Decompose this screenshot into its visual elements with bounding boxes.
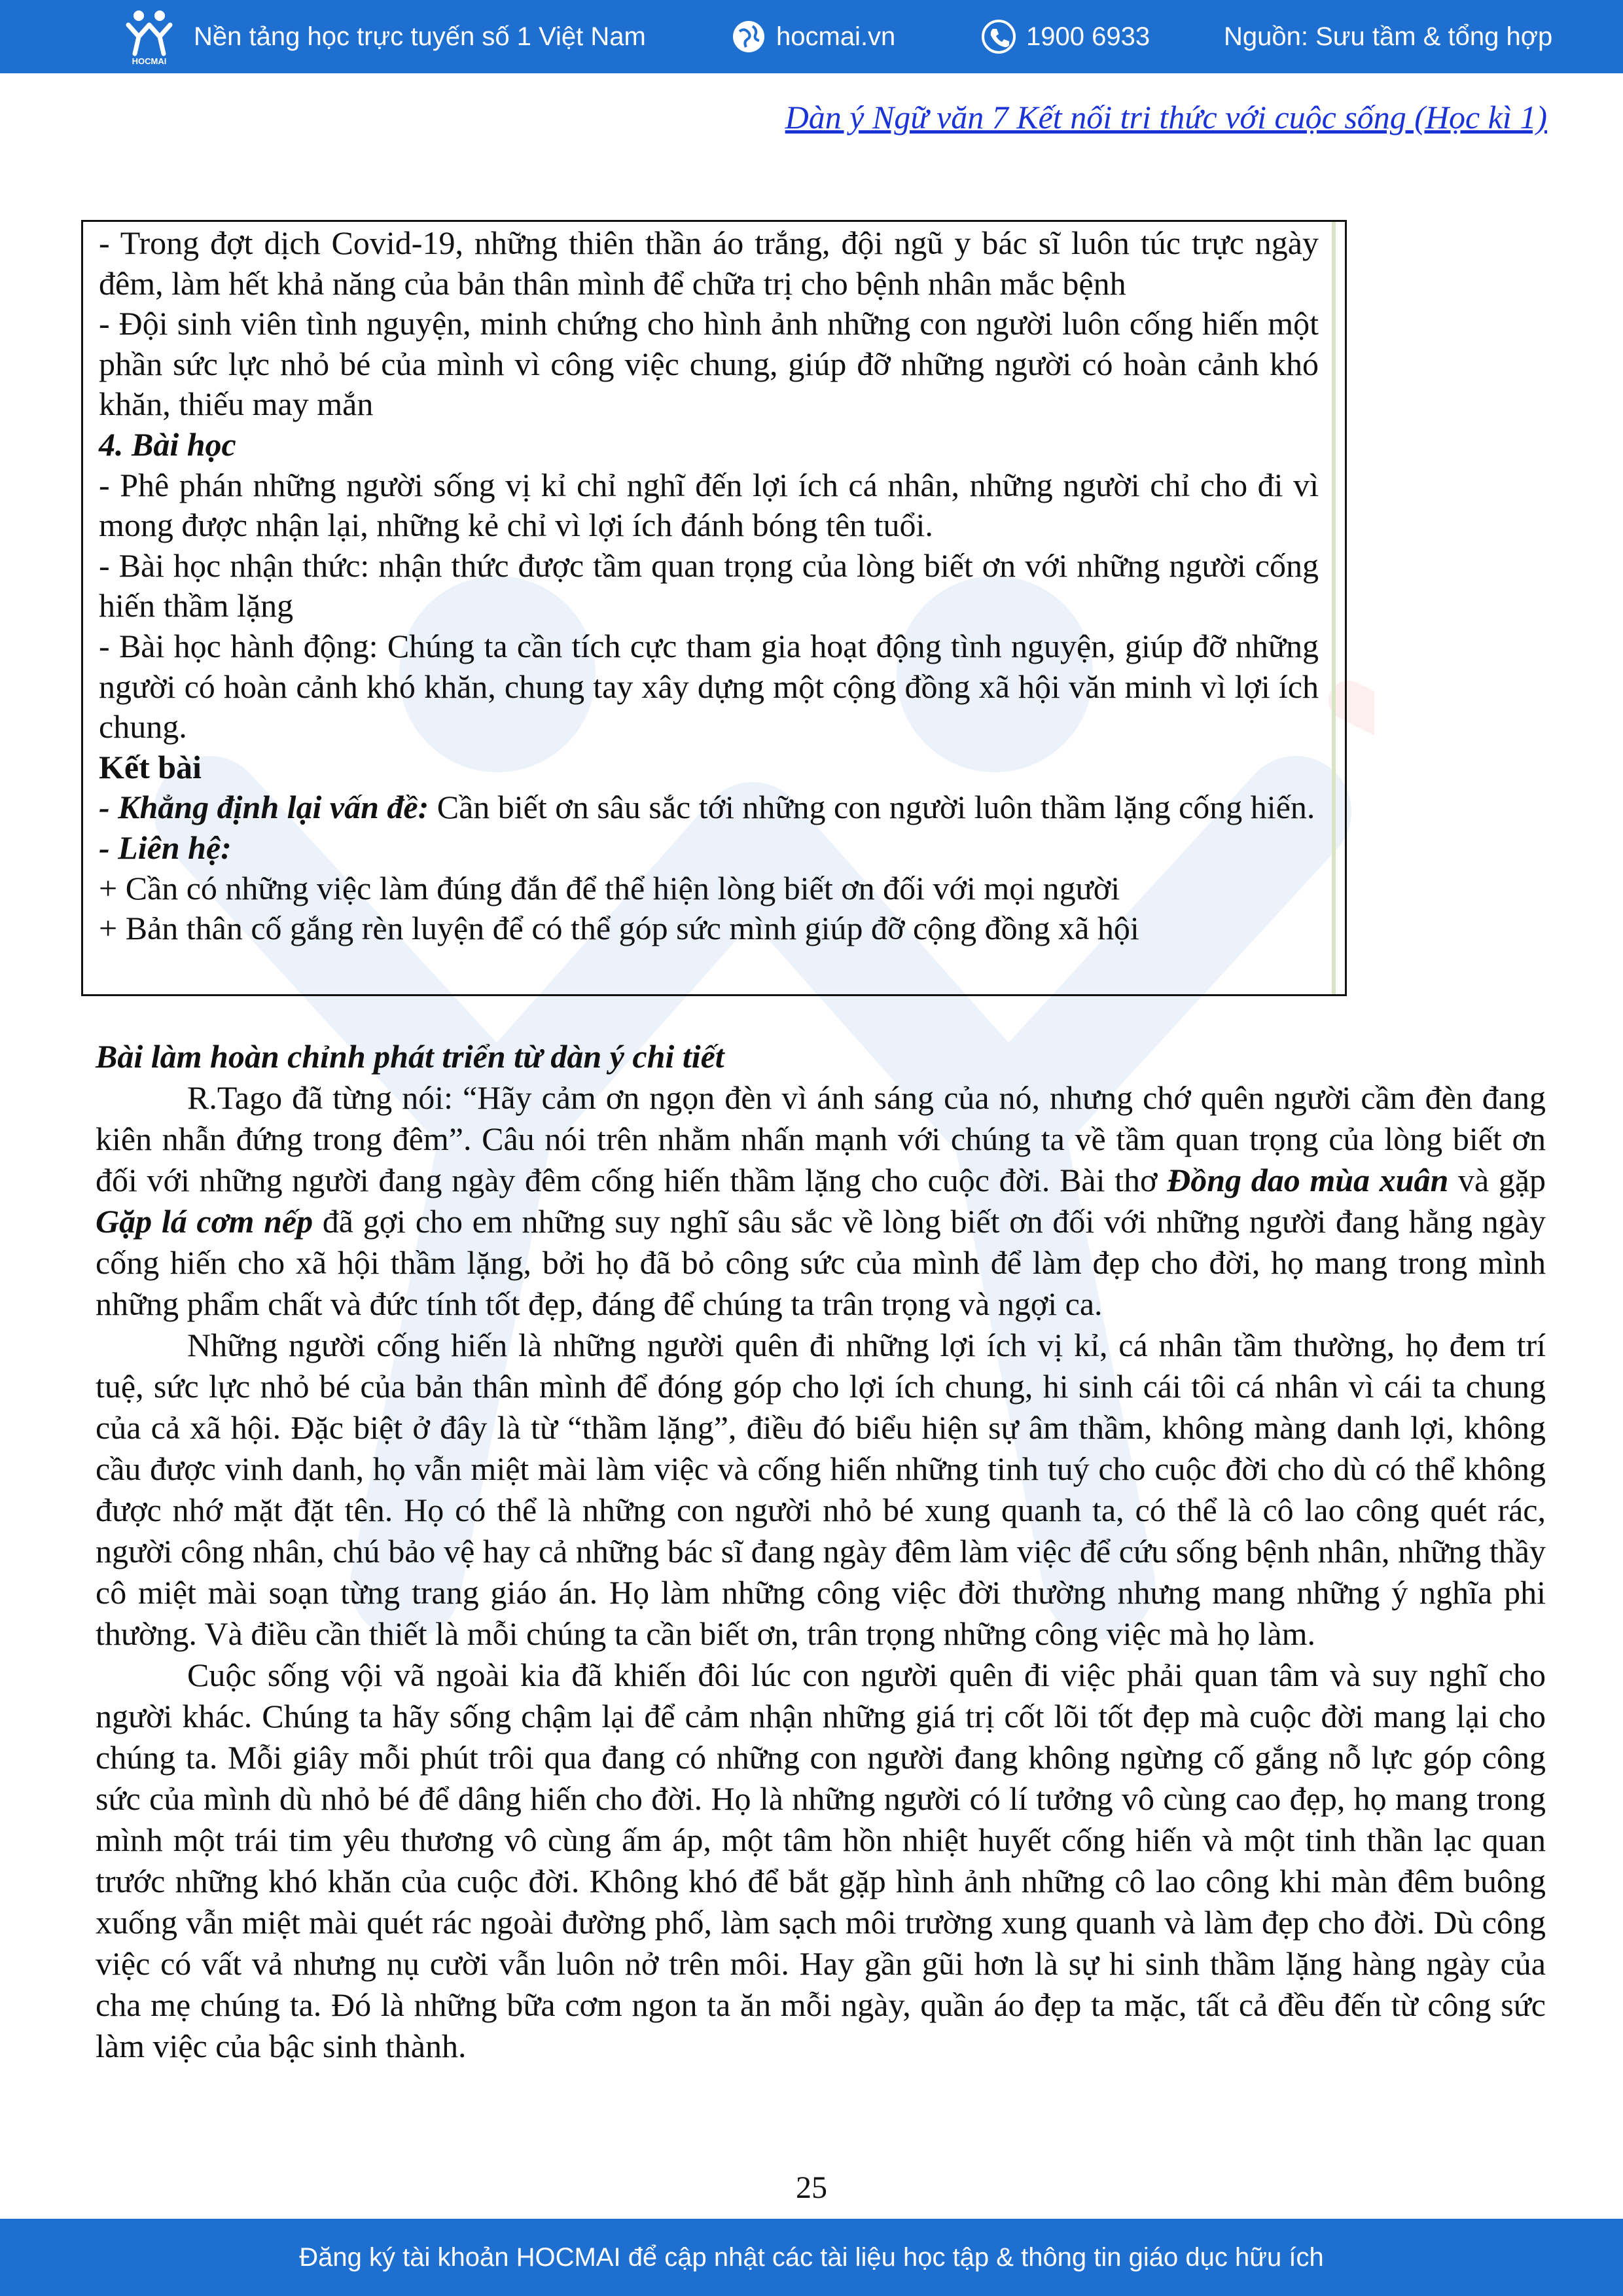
source-note: Nguồn: Sưu tầm & tổng hợp: [1224, 22, 1553, 51]
document-title-link[interactable]: Dàn ý Ngữ văn 7 Kết nối tri thức với cuộc sống (Học kì 1): [785, 99, 1547, 135]
site-text[interactable]: hocmai.vn: [776, 22, 896, 51]
lesson-line: - Bài học nhận thức: nhận thức được tầm quan trọng của lòng biết ơn với những người cống hiến thầm lặng: [99, 547, 1319, 624]
relate-item: + Cần có những việc làm đúng đắn để thể hiện lòng biết ơn đối với mọi người: [99, 869, 1120, 906]
phone-text[interactable]: 1900 6933: [1026, 22, 1150, 51]
paragraph-text: và gặp: [1448, 1162, 1546, 1198]
lesson-line: - Phê phán những người sống vị kỉ chỉ nghĩ đến lợi ích cá nhân, những người chỉ cho đi vì mong được nhận lại, những kẻ chỉ vì lợi ích đánh bóng tên tuổi.: [99, 466, 1319, 544]
relate-label: - Liên hệ:: [99, 829, 232, 866]
affirm-label: - Khẳng định lại vấn đề:: [99, 789, 429, 826]
outline-line: - Đội sinh viên tình nguyện, minh chứng cho hình ảnh những con người luôn cống hiến một phần sức lực nhỏ bé của mình vì công việc chung, giúp đỡ những người có hoàn cảnh khó khăn, thiếu may mắn: [99, 305, 1319, 423]
outline-content: [99, 223, 1319, 949]
work-title: Đồng dao mùa xuân: [1167, 1162, 1449, 1198]
essay-heading: Bài làm hoàn chỉnh phát triển từ dàn ý chi tiết: [96, 1038, 724, 1075]
relate-item: + Bản thân cố gắng rèn luyện để có thể góp sức mình giúp đỡ cộng đồng xã hội: [99, 910, 1139, 947]
paragraph-text: đã gợi cho em những suy nghĩ sâu sắc về lòng biết ơn đối với những người đang hằng ngày cống hiến cho xã hội thầm lặng, bởi họ đã bỏ công sức của mình để làm đẹp cho đời, họ mang trong mình những phẩm chất và đức tính tốt đẹp, đáng để chúng ta trân trọng và ngợi ca.: [96, 1203, 1546, 1322]
outline-box: [81, 220, 1347, 996]
essay-paragraph: Những người cống hiến là những người quên đi những lợi ích vị kỉ, cá nhân tầm thường, họ đem trí tuệ, sức lực nhỏ bé của bản thân mình để đóng góp cho lợi ích chung, hi sinh cái tôi cá nhân vì cái ta chung của cả xã hội. Đặc biệt ở đây là từ “thầm lặng”, điều đó biểu hiện sự âm thầm, không màng danh lợi, không cầu được vinh danh, họ vẫn miệt mài làm việc và cống hiến những tinh tuý cho cuộc đời cho dù có thể không được nhớ mặt đặt tên. Họ có thể là những con người nhỏ bé xung quanh ta, có thể là cô lao công quét rác, người công nhân, chú bảo vệ hay cả những bác sĩ đang ngày đêm làm việc để cứu sống bệnh nhân, những thầy cô miệt mài soạn từng trang giáo án. Họ làm những công việc đời thường nhưng mang những ý nghĩa phi thường. Và điều cần thiết là mỗi chúng ta cần biết ơn, trân trọng những công việc mà họ làm.: [96, 1327, 1546, 1652]
essay-body: [96, 1036, 1546, 2067]
section-heading-conclusion: Kết bài: [99, 748, 202, 785]
essay-paragraph: Cuộc sống vội vã ngoài kia đã khiến đôi lúc con người quên đi việc phải quan tâm và suy nghĩ cho người khác. Chúng ta hãy sống chậm lại để cảm nhận những giá trị cốt lõi tốt đẹp mà cuộc đời mang lại cho chúng ta. Mỗi giây mỗi phút trôi qua đang có những con người đang không ngừng cố gắng nỗ lực góp công sức của mình dù nhỏ bé để dâng hiến cho đời. Họ là những người có lí tưởng vô cùng cao đẹp, họ mang trong mình một trái tim yêu thương vô cùng ấm áp, một tâm hồn nhiệt huyết cống hiến và một tinh thần lạc quan trước những khó khăn của cuộc đời. Không khó để bắt gặp hình ảnh những cô lao công khi màn đêm buông xuống vẫn miệt mài quét rác ngoài đường phố, làm sạch môi trường xung quanh và làm đẹp cho đời. Dù công việc có vất vả nhưng nụ cười vẫn luôn nở trên môi. Hay gần gũi hơn là sự hi sinh thầm lặng hàng ngày của cha mẹ chúng ta. Đó là những bữa cơm ngon ta ăn mỗi ngày, quần áo đẹp ta mặc, tất cả đều đến từ công sức làm việc của bậc sinh thành.: [96, 1657, 1546, 2064]
phone-icon: [980, 18, 1017, 55]
work-title: Gặp lá cơm nếp: [96, 1203, 313, 1240]
outline-line: - Trong đợt dịch Covid-19, những thiên thần áo trắng, đội ngũ y bác sĩ luôn túc trực ngày đêm, làm hết khả năng của bản thân mình để chữa trị cho bệnh nhân mắc bệnh: [99, 224, 1319, 302]
tagline: Nền tảng học trực tuyến số 1 Việt Nam: [194, 22, 646, 51]
essay-paragraph: [96, 1077, 1546, 1325]
footer-banner[interactable]: [0, 2219, 1623, 2296]
section-heading-lessons: 4. Bài học: [99, 425, 236, 463]
top-banner: [0, 0, 1623, 73]
paragraph-text: R.Tago đã từng nói: “Hãy cảm ơn ngọn đèn vì ánh sáng của nó, nhưng chớ quên người cầm đèn đang kiên nhẫn đứng trong đêm”. Câu nói trên nhằm nhấn mạnh với chúng ta về tầm quan trọng của lòng biết ơn đối với những người đang ngày đêm cống hiến thầm lặng cho cuộc đời. Bài thơ: [96, 1079, 1546, 1198]
lesson-line: - Bài học hành động: Chúng ta cần tích cực tham gia hoạt động tình nguyện, giúp đỡ những người có hoàn cảnh khó khăn, chung tay xây dựng một cộng đồng xã hội văn minh vì lợi ích chung.: [99, 627, 1319, 745]
affirm-text: Cần biết ơn sâu sắc tới những con người luôn thầm lặng cống hiến.: [429, 789, 1315, 826]
affirm-line: [99, 787, 1319, 828]
globe-icon: [730, 18, 767, 55]
hocmai-logo-icon[interactable]: [119, 7, 179, 67]
logo-text: HOCMAI: [132, 56, 167, 66]
phone-link[interactable]: [980, 0, 1150, 73]
footer-text[interactable]: Đăng ký tài khoản HOCMAI để cập nhật các tài liệu học tập & thông tin giáo dục hữu ích: [299, 2242, 1324, 2272]
box-inner-border: [1332, 222, 1336, 994]
site-link[interactable]: [730, 0, 895, 73]
page-number: 25: [796, 2170, 827, 2205]
